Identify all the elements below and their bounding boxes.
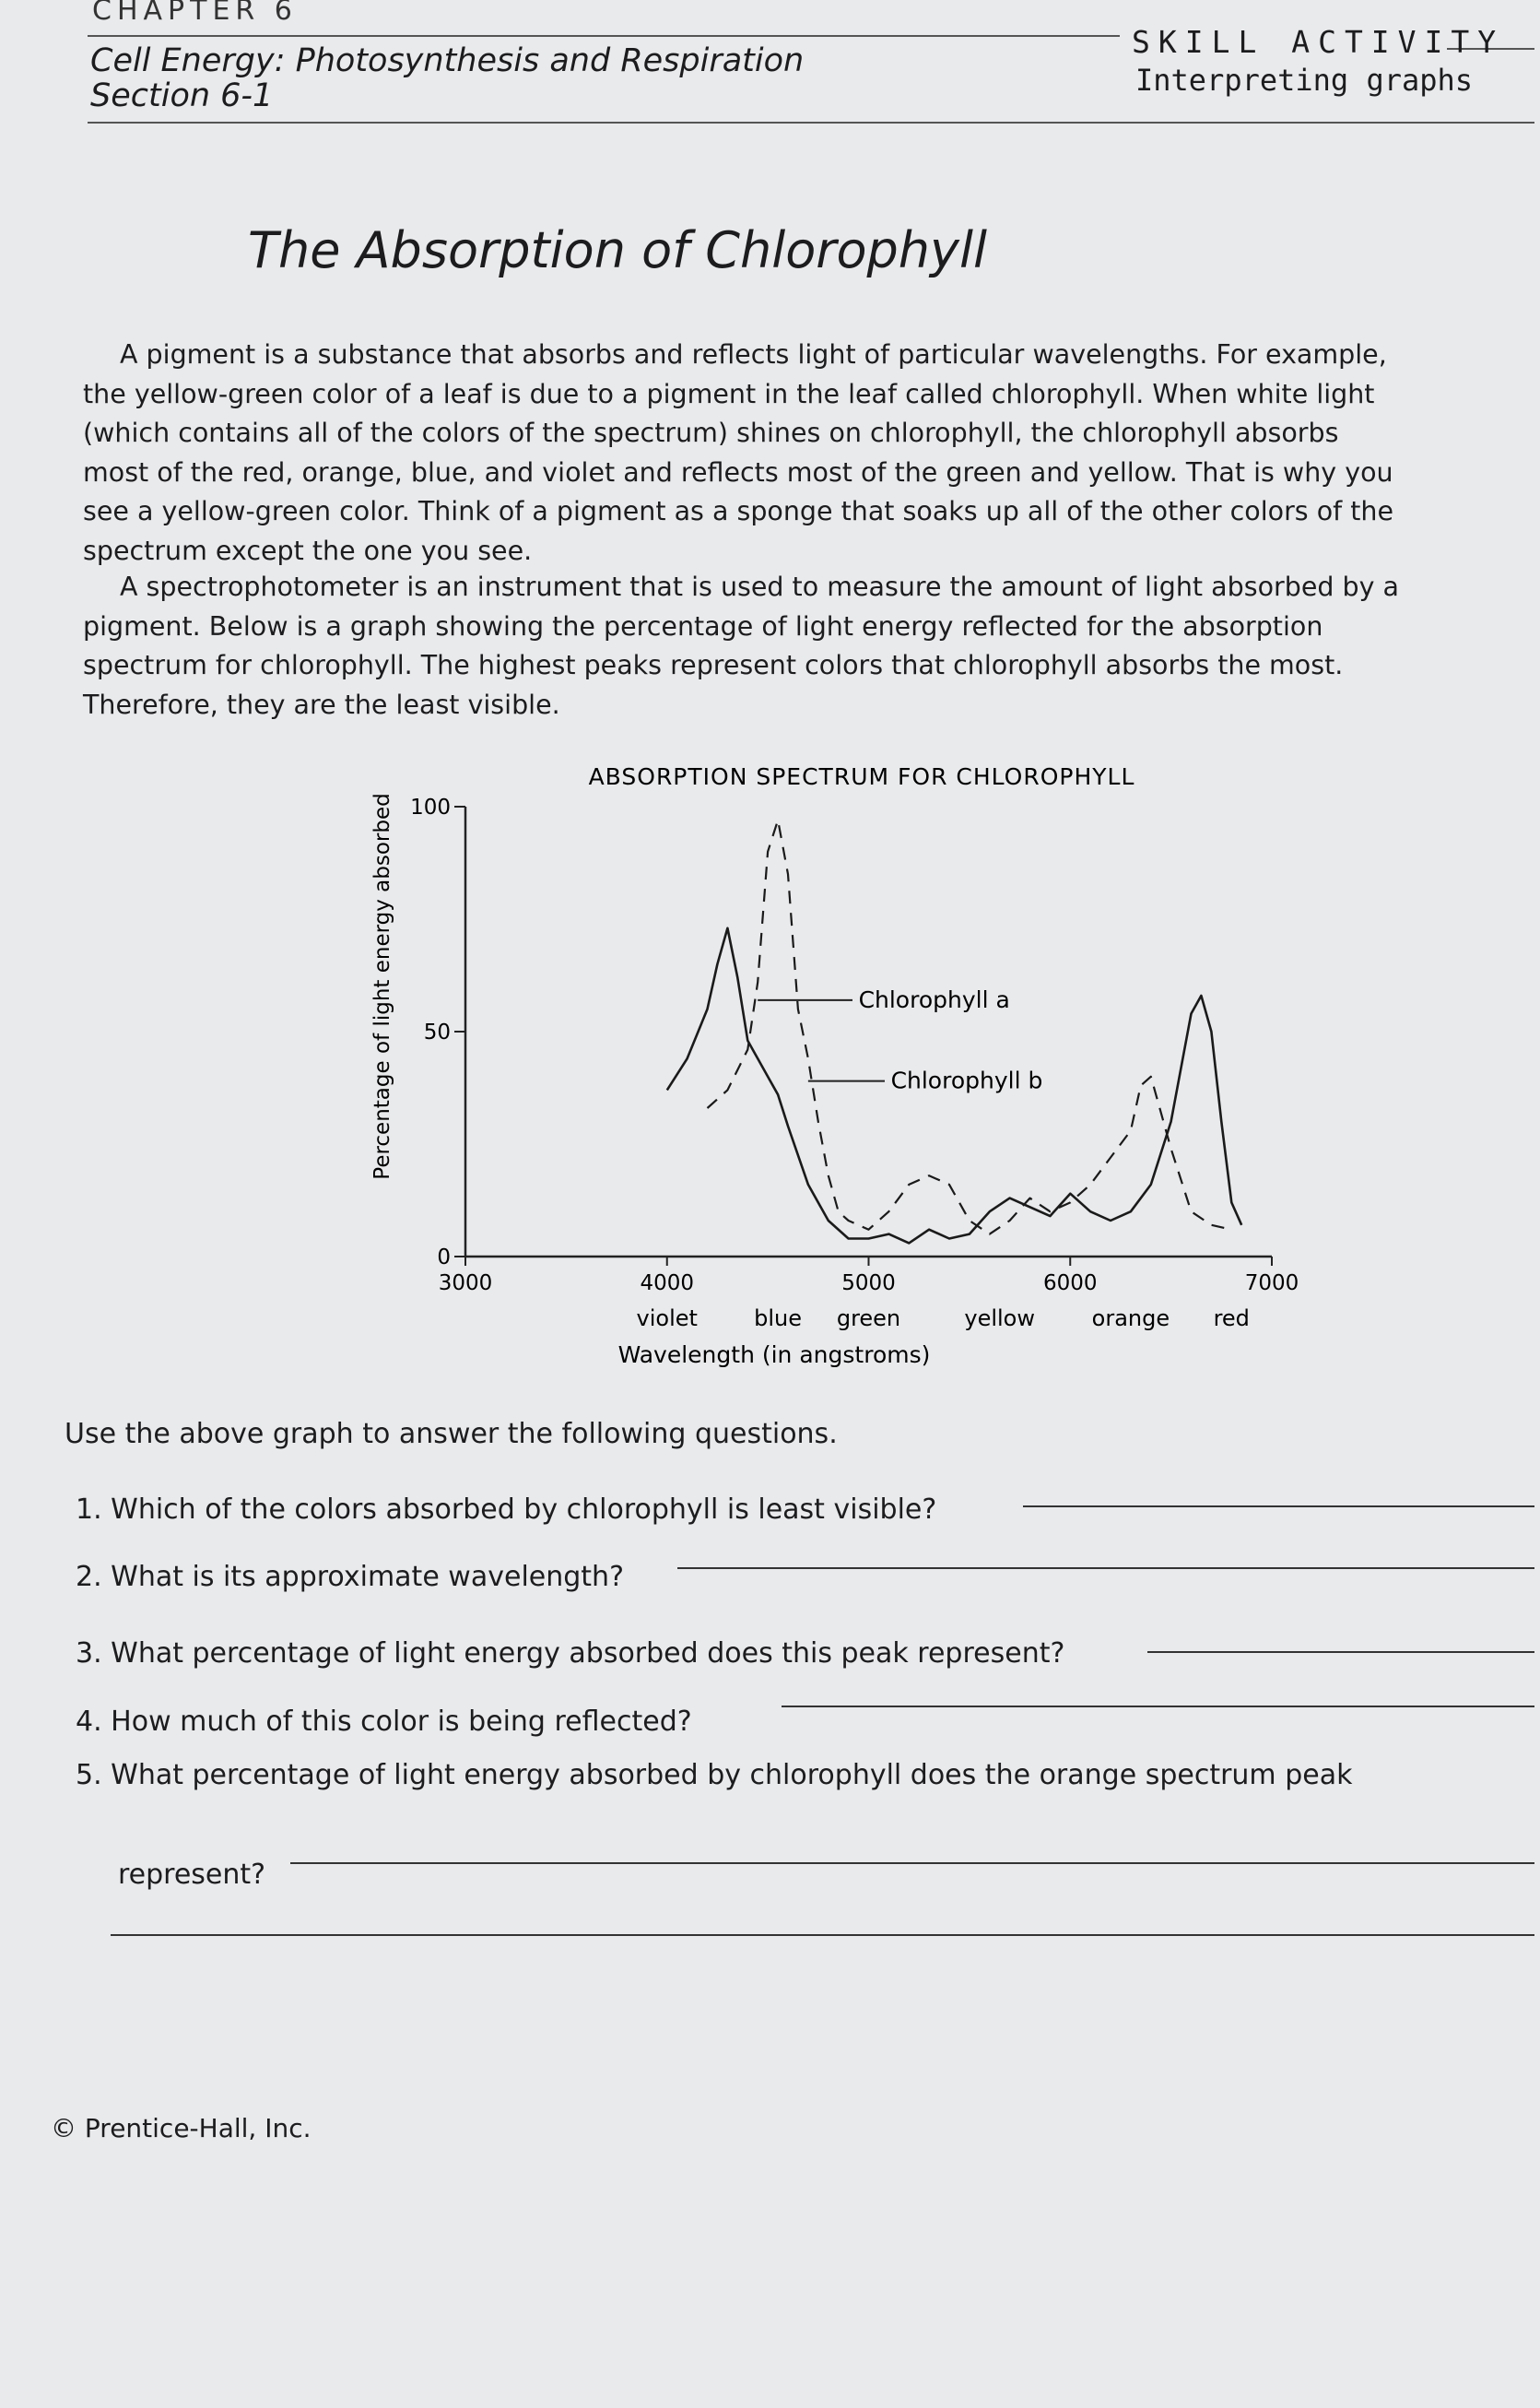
x-tick-label: 6000 bbox=[1042, 1271, 1098, 1295]
chart-annotations bbox=[758, 986, 1042, 1094]
series-line-chlorophyll-b bbox=[708, 820, 1232, 1234]
paragraph-1 bbox=[83, 336, 1410, 571]
annotation-chlorophyll-b: Chlorophyll b bbox=[890, 1067, 1043, 1094]
chapter-label: CHAPTER 6 bbox=[92, 0, 298, 27]
color-band-label: green bbox=[836, 1305, 901, 1331]
question-2: 2. What is its approximate wavelength? bbox=[76, 1561, 624, 1593]
question-4: 4. How much of this color is being reflected? bbox=[76, 1706, 692, 1738]
absorption-chart bbox=[332, 751, 1309, 1397]
annotation-chlorophyll-a: Chlorophyll a bbox=[858, 986, 1010, 1013]
x-tick-label: 3000 bbox=[438, 1271, 493, 1295]
answer-line-3[interactable] bbox=[1147, 1651, 1534, 1653]
color-band-label: violet bbox=[636, 1305, 698, 1331]
y-tick-label: 0 bbox=[437, 1245, 451, 1269]
question-5: 5. What percentage of light energy absorbed by chlorophyll does the orange spectrum peak bbox=[76, 1759, 1353, 1791]
y-axis-label: Percentage of light energy absorbed bbox=[370, 793, 394, 1180]
skill-activity-label: SKILL ACTIVITY bbox=[1132, 24, 1505, 60]
color-band-label: yellow bbox=[964, 1305, 1035, 1331]
answer-line-4[interactable] bbox=[782, 1706, 1534, 1707]
skill-activity-subtitle: Interpreting graphs bbox=[1135, 63, 1474, 98]
header-rule bbox=[88, 35, 1120, 37]
unit-title: Cell Energy: Photosynthesis and Respiration bbox=[90, 42, 805, 79]
color-band-label: red bbox=[1213, 1305, 1250, 1331]
y-tick-label: 100 bbox=[410, 796, 451, 820]
y-tick-label: 50 bbox=[423, 1021, 451, 1045]
answer-line-2[interactable] bbox=[677, 1567, 1534, 1569]
section-label: Section 6-1 bbox=[90, 77, 274, 114]
x-tick-label: 5000 bbox=[841, 1271, 896, 1295]
chart-title: ABSORPTION SPECTRUM FOR CHLOROPHYLL bbox=[588, 763, 1135, 790]
question-5-continued: represent? bbox=[118, 1859, 266, 1891]
answer-line-1[interactable] bbox=[1023, 1505, 1534, 1507]
page-title: The Absorption of Chlorophyll bbox=[248, 221, 987, 279]
answer-line-5a[interactable] bbox=[290, 1862, 1534, 1864]
color-band-label: orange bbox=[1091, 1305, 1170, 1331]
chart-series bbox=[667, 820, 1241, 1244]
x-tick-label: 4000 bbox=[640, 1271, 695, 1295]
answer-line-5b[interactable] bbox=[111, 1934, 1534, 1936]
x-tick-label: 7000 bbox=[1244, 1271, 1299, 1295]
paragraph-2-text: A spectrophotometer is an instrument that is used to measure the amount of light absorbed by a pigment. Below is a graph showing the percentage of light energy reflected for the absorption spectrum for chlorophyll. The highest peaks represent colors that chlorophyll absorbs the most. Therefore, they are the least visible. bbox=[83, 572, 1399, 720]
x-axis-label: Wavelength (in angstroms) bbox=[617, 1341, 931, 1368]
question-3: 3. What percentage of light energy absorbed does this peak represent? bbox=[76, 1637, 1065, 1670]
color-band-label: blue bbox=[754, 1305, 803, 1331]
copyright: © Prentice-Hall, Inc. bbox=[51, 2113, 312, 2143]
paragraph-1-text: A pigment is a substance that absorbs and reflects light of particular wavelengths. For example, the yellow-green color of a leaf is due to a pigment in the leaf called chlorophyll. When white light (which contains all of the colors of the spectrum) shines on chlorophyll, the chlorophyll absorbs most of the red, orange, blue, and violet and reflects most of the green and yellow. That is why you see a yellow-green color. Think of a pigment as a sponge that soaks up all of the other colors of the spectrum except the one you see. bbox=[83, 339, 1394, 566]
chart-axes bbox=[410, 796, 1299, 1331]
header-bottom-rule bbox=[88, 122, 1534, 124]
instructions: Use the above graph to answer the following questions. bbox=[65, 1418, 838, 1450]
question-1: 1. Which of the colors absorbed by chlorophyll is least visible? bbox=[76, 1493, 937, 1526]
paragraph-2 bbox=[83, 568, 1410, 725]
